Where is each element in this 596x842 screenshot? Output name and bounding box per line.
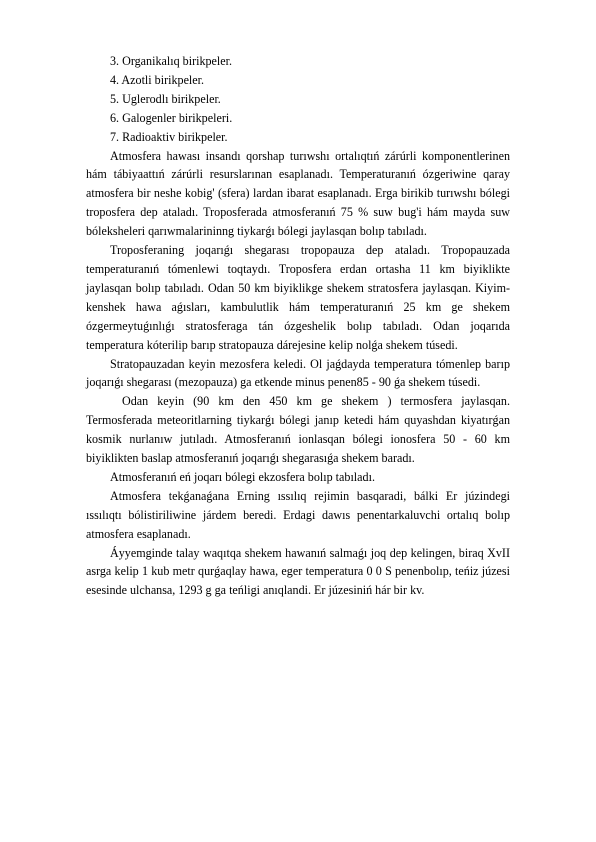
- paragraph-mesosphere: Stratopauzadan keyin mezosfera keledi. Ol jaǵdayda temperatura tómenlep barıp joqarıǵı shegarası (mezopauza) ga etkende minus penen85 - 90 ǵa shekem túsedi.: [86, 356, 510, 390]
- paragraph-exosphere: Atmosferanıń eń joqarı bólegi ekzosfera bolıp tabıladı.: [110, 469, 375, 484]
- list-item: 5. Uglerodlı birikpeler.: [110, 91, 221, 106]
- document-body: [86, 52, 510, 600]
- list-item: 4. Azotli birikpeler.: [110, 72, 205, 87]
- paragraph-atmosphere-intro: Atmosfera hawası insandı qorshap turıwshı ortalıqtıń zárúrli komponentlerinen hám tábiyaattıń zárúrli resurslarınan esaplanadı. Temperaturanıń ózgeriwine qaray atmosfera bir neshe kobig' (sfera) lardan ibarat esaplanadı. Erga birikib turıwshı bólegi troposfera dep ataladı. Troposferada atmosferanıń 75 % suw bug'i hám mayda suw bóleksheleri qarıwmalarininng tiykarǵı bólegi jaylasqan bolıp tabıladı.: [86, 148, 510, 239]
- paragraph-heat-regime: Atmosfera tekǵanaǵana Erning ıssılıq rejimin basqaradi, bálki Er júzindegi ıssılıqtı bólistiriliwine járdem beredi. Erdagi dawıs penentarkaluvchi ortalıq bolıp atmosfera esaplanadı.: [86, 488, 510, 541]
- list-item: 6. Galogenler birikpeleri.: [110, 110, 233, 125]
- list-item: 3. Organikalıq birikpeler.: [110, 54, 233, 68]
- paragraph-troposphere: Troposferaning joqarıǵı shegarası tropopauza dep ataladı. Tropopauzada temperaturanıń tómenlewi toqtaydı. Troposfera erdan ortasha 11 km biyiklikte jaylasqan bolıp tabıladı. Odan 50 km biyiklikge shekem stratosfera jaylasqan. Kiyim-kenshek hawa aǵısları, kambulutlik hám temperaturanıń 25 km ge shekem ózgermeytuǵınlıǵı stratosferaga tán ózgeshelik bolıp tabıladı. Odan joqarıda temperatura kóterilip barıp stratopauza dárejesine kelip nolǵa shekem túsedi.: [86, 243, 510, 352]
- list-item: 7. Radioaktiv birikpeler.: [110, 129, 228, 144]
- paragraph-air-weight: Áyyemginde talay waqıtqa shekem hawanıń salmaǵı joq dep kelingen, biraq XvII asrga kelip 1 kub metr qurǵaqlay hawa, eger temperatura 0 0 S penenbolıp, teńiz júzesi esesinde ulchansa, 1293 g ga teńligi anıqlandi. Er júzesiniń hár bir kv.: [86, 545, 510, 598]
- paragraph-thermosphere: Odan keyin (90 km den 450 km ge shekem ) termosfera jaylasqan. Termosferada meteoritlarning tiykarǵı bólegi janıp ketedi hám quyashdan kiyatırǵan kosmik nurlanıw jutıladı. Atmosferanıń ionlasqan bólegi ionosfera 50 - 60 km biyiklikten baslap atmosferanıń joqarıǵı shegarasıǵa shekem baradı.: [86, 394, 510, 466]
